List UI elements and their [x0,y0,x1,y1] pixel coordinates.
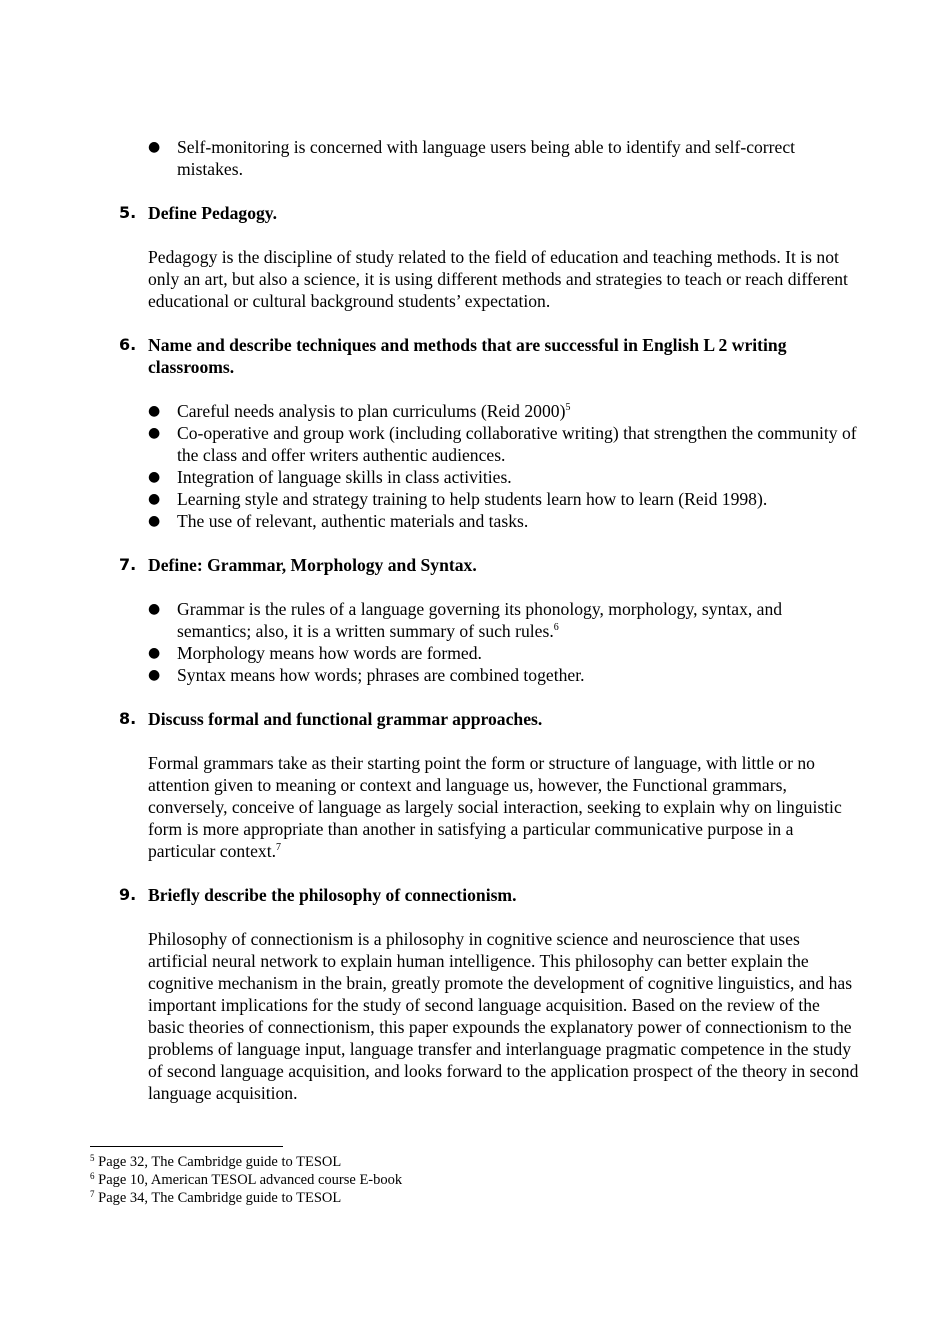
footnote: $^5$ Page 32, The Cambridge guide to TESOL [90,1153,342,1170]
answer-bullet-list [148,400,860,532]
bullet-icon: ● [148,425,161,441]
footnotes [90,1146,870,1207]
answer-paragraph: Pedagogy is the discipline of study related to the field of education and teaching methods. It is not only an art, but also a science, it is using different methods and strategies to teach or reach different educational or cultural background students’ expectation. [148,247,848,311]
bullet-icon: ● [148,513,161,529]
list-item: ● Morphology means how words are formed. [148,643,482,663]
footnote-reference[interactable]: 6 [553,622,559,633]
question-title: Briefly describe the philosophy of connectionism. [148,885,517,905]
footnote: $^7$ Page 34, The Cambridge guide to TESOL [90,1189,342,1206]
question-number: 9. [119,885,137,904]
bullet-icon: ● [148,645,161,661]
list-item: ● Self-monitoring is concerned with language users being able to identify and self-correct mistakes. [148,137,796,179]
question-heading [119,202,860,224]
list-item: ● Careful needs analysis to plan curriculums (Reid 2000)$^5$ [148,401,571,421]
bullet-icon: ● [148,491,161,507]
list-item: ● Co-operative and group work (including collaborative writing) that strengthen the community of the class and offer writers authentic audiences. [148,423,857,465]
bullet-icon: ● [148,139,161,155]
intro-bullet-list [148,136,860,180]
question-number: 5. [119,203,137,222]
list-item: ● Learning style and strategy training to help students learn how to learn (Reid 1998). [148,489,768,509]
question-heading [119,708,860,730]
bullet-icon: ● [148,403,161,419]
document-body [119,136,860,1104]
footnote: $^6$ Page 10, American TESOL advanced course E-book [90,1171,403,1188]
question-title: Name and describe techniques and methods that are successful in English L 2 writing classrooms. [148,335,787,377]
question-heading [119,884,860,906]
list-item: ● The use of relevant, authentic materials and tasks. [148,511,529,531]
footnote-separator [90,1146,283,1147]
list-item: ● Syntax means how words; phrases are combined together. [148,665,585,685]
bullet-icon: ● [148,601,161,617]
list-item: ● Grammar is the rules of a language governing its phonology, morphology, syntax, and semantics; also, it is a written summary of such rules.$^6$ [148,599,783,641]
question-number: 8. [119,709,137,728]
list-item: ● Integration of language skills in class activities. [148,467,512,487]
question-title: Define Pedagogy. [148,203,278,223]
question-heading [119,554,860,576]
answer-bullet-list [148,598,860,686]
footnote-reference[interactable]: 5 [565,402,571,413]
bullet-icon: ● [148,667,161,683]
question-title: Define: Grammar, Morphology and Syntax. [148,555,477,575]
footnote-reference[interactable]: 7 [275,842,281,853]
answer-paragraph: Formal grammars take as their starting point the form or structure of language, with little or no attention given to meaning or context and language us, however, the Functional grammars, conversely, conceive of language as largely social interaction, seeking to explain why on linguistic form is more appropriate than another in satisfying a particular communicative purpose in a particular context.$^7$ [148,753,842,861]
answer-paragraph: Philosophy of connectionism is a philosophy in cognitive science and neuroscience that uses artificial neural network to explain human intelligence. This philosophy can better explain the cognitive mechanism in the brain, greatly promote the development of cognitive linguistics, and has important implications for the study of second language acquisition. Based on the review of the basic theories of connectionism, this paper expounds the explanatory power of connectionism to the problems of language input, language transfer and interlanguage pragmatic competence in the study of second language acquisition, and looks forward to the application prospect of the theory in second language acquisition. [148,929,859,1103]
question-title: Discuss formal and functional grammar approaches. [148,709,543,729]
bullet-icon: ● [148,469,161,485]
question-heading [119,334,860,378]
question-number: 6. [119,335,137,354]
question-number: 7. [119,555,137,574]
